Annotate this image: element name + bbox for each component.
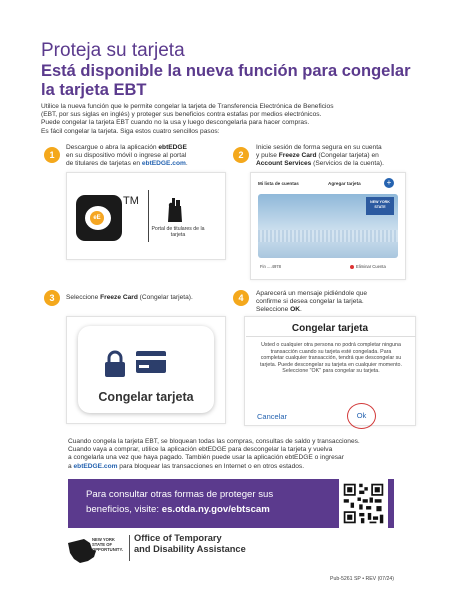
add-card-link[interactable]: Agregar tarjeta bbox=[328, 181, 361, 186]
step-text-part: Aparecerá un mensaje pidiéndole que bbox=[256, 290, 368, 297]
step-4-text bbox=[256, 290, 426, 314]
account-list-header bbox=[256, 177, 396, 191]
step-text-part: Seleccione bbox=[66, 294, 101, 301]
banner-line-2 bbox=[86, 504, 270, 515]
ny-text-line: STATE OF bbox=[92, 542, 113, 547]
bottom-text-part: a bbox=[68, 462, 74, 470]
credit-card-icon bbox=[136, 351, 166, 373]
step-text-bold: Freeze Card bbox=[278, 152, 317, 159]
add-card-icon[interactable]: + bbox=[384, 178, 394, 188]
bottom-text-part: para bloquear las transacciones en Internet o en otros estados. bbox=[117, 462, 305, 470]
step-text-part: Seleccione bbox=[256, 306, 291, 313]
agency-name bbox=[134, 533, 246, 555]
banner-url[interactable]: es.otda.ny.gov/ebtscam bbox=[161, 504, 270, 515]
portal-label: Portal de titulares de la tarjeta bbox=[151, 226, 205, 239]
info-banner bbox=[68, 479, 394, 528]
bottom-paragraph bbox=[68, 438, 408, 471]
grocery-bag-icon bbox=[166, 197, 184, 223]
page-title: Proteja su tarjeta bbox=[41, 40, 185, 61]
step-text-bold: Freeze Card bbox=[100, 294, 138, 301]
step-text-part: en su dispositivo móvil o ingrese al portal bbox=[66, 152, 187, 159]
trademark-label: TM bbox=[123, 195, 139, 207]
step-2-text bbox=[256, 144, 426, 168]
dialog-title: Congelar tarjeta bbox=[291, 323, 369, 334]
banner-text: beneficios, visite: bbox=[86, 504, 162, 515]
ok-button[interactable]: Ok bbox=[347, 403, 376, 429]
ny-state-badge: NEW YORK STATE bbox=[366, 197, 394, 215]
step-text-part: Inicie sesión de forma segura en su cuenta bbox=[256, 144, 382, 151]
step-text-part: (Congelar tarjeta). bbox=[137, 294, 193, 301]
ny-text-line: NEW YORK bbox=[92, 537, 115, 542]
bottom-line: a congelarla una vez que haya pagado. También puede usar la aplicación ebtEDGE o ingresar bbox=[68, 454, 344, 462]
cancel-button[interactable]: Cancelar bbox=[257, 412, 288, 421]
step-text-part: confirme si desea congelar la tarjeta. bbox=[256, 298, 364, 305]
card-number: Fin ....4978 bbox=[260, 264, 281, 269]
bottom-line: Cuando vaya a comprar, utilice la aplicación ebtEDGE para descongelar la tarjeta y vuelva bbox=[68, 446, 333, 454]
step-text-part: de titulares de tarjetas en bbox=[66, 160, 142, 167]
intro-line: (EBT, por sus siglas en inglés) y proteger sus beneficios contra estafas por medios electrónicos. bbox=[41, 111, 322, 119]
step-text-bold: Account Services bbox=[256, 160, 312, 167]
step-text-part: . bbox=[299, 306, 302, 313]
step-text-part: (Congelar tarjeta) en bbox=[316, 152, 379, 159]
logo-divider bbox=[129, 535, 130, 561]
banner-line-1: Para consultar otras formas de proteger sus bbox=[86, 489, 274, 500]
step-text-part: (Servicios de la cuenta). bbox=[311, 160, 384, 167]
intro-line: Utilice la nueva función que le permite congelar la tarjeta de Transferencia Electrónica de Beneficios bbox=[41, 103, 334, 110]
page-subtitle: Está disponible la nueva función para congelar la tarjeta EBT bbox=[41, 62, 411, 99]
intro-paragraph bbox=[41, 103, 421, 136]
ebtedge-link[interactable]: ebtEDGE.com bbox=[73, 462, 118, 470]
accounts-label: Mi lista de cuentas bbox=[258, 181, 299, 186]
card-footer bbox=[258, 262, 398, 272]
dialog-body: Usted o cualquier otra persona no podrá completar ninguna transacción cuando su tarjeta esté congelada. Para completar cualquier transacción, tendrá que descongelar su tarjeta. Puede descongelar su tarjeta en cualquier momento. Seleccione "OK" para congelar su tarjeta. bbox=[260, 342, 402, 375]
card-stripe bbox=[258, 230, 398, 242]
step-1-text bbox=[66, 144, 226, 168]
step-1-number: 1 bbox=[44, 147, 60, 163]
step-text-part: y pulse bbox=[256, 152, 279, 159]
agency-line: Office of Temporary bbox=[134, 533, 222, 543]
bottom-line: Cuando congela la tarjeta EBT, se bloquean todas las compras, consultas de saldo y transacciones. bbox=[68, 438, 360, 445]
delete-account-link[interactable]: Eliminar Cuenta bbox=[350, 264, 386, 269]
dialog-divider bbox=[246, 336, 416, 337]
ny-text-line: OPPORTUNITY. bbox=[92, 547, 123, 552]
intro-line: Es fácil congelar la tarjeta. Siga estos cuatro sencillos pasos: bbox=[41, 127, 220, 135]
bottom-line bbox=[68, 463, 408, 471]
agency-line: and Disability Assistance bbox=[134, 544, 246, 554]
publication-number: Pub-5261 SP • REV (07/24) bbox=[330, 576, 395, 582]
step-3-text bbox=[66, 294, 236, 302]
step-text-bold: OK bbox=[290, 306, 300, 313]
intro-line: Puede congelar la tarjeta EBT cuando no la usa y luego descongelarla para hacer compras. bbox=[41, 119, 310, 127]
lock-icon bbox=[104, 350, 126, 378]
freeze-card-label: Congelar tarjeta bbox=[98, 390, 194, 404]
step-4-number: 4 bbox=[233, 290, 249, 306]
ebtedge-app-icon[interactable] bbox=[76, 195, 122, 241]
ebtedge-link[interactable]: ebtEDGE.com bbox=[141, 160, 186, 167]
ebt-card-image[interactable] bbox=[258, 194, 398, 258]
step-3-number: 3 bbox=[44, 290, 60, 306]
step-text-part: . bbox=[185, 160, 188, 167]
step-text-part: Descargue o abra la aplicación bbox=[66, 144, 159, 151]
step-text-bold: ebtEDGE bbox=[158, 144, 187, 151]
app-logo-text: eE bbox=[90, 211, 104, 225]
ny-state-text bbox=[92, 537, 123, 552]
qr-code-icon[interactable] bbox=[339, 479, 388, 528]
step-2-number: 2 bbox=[233, 147, 249, 163]
